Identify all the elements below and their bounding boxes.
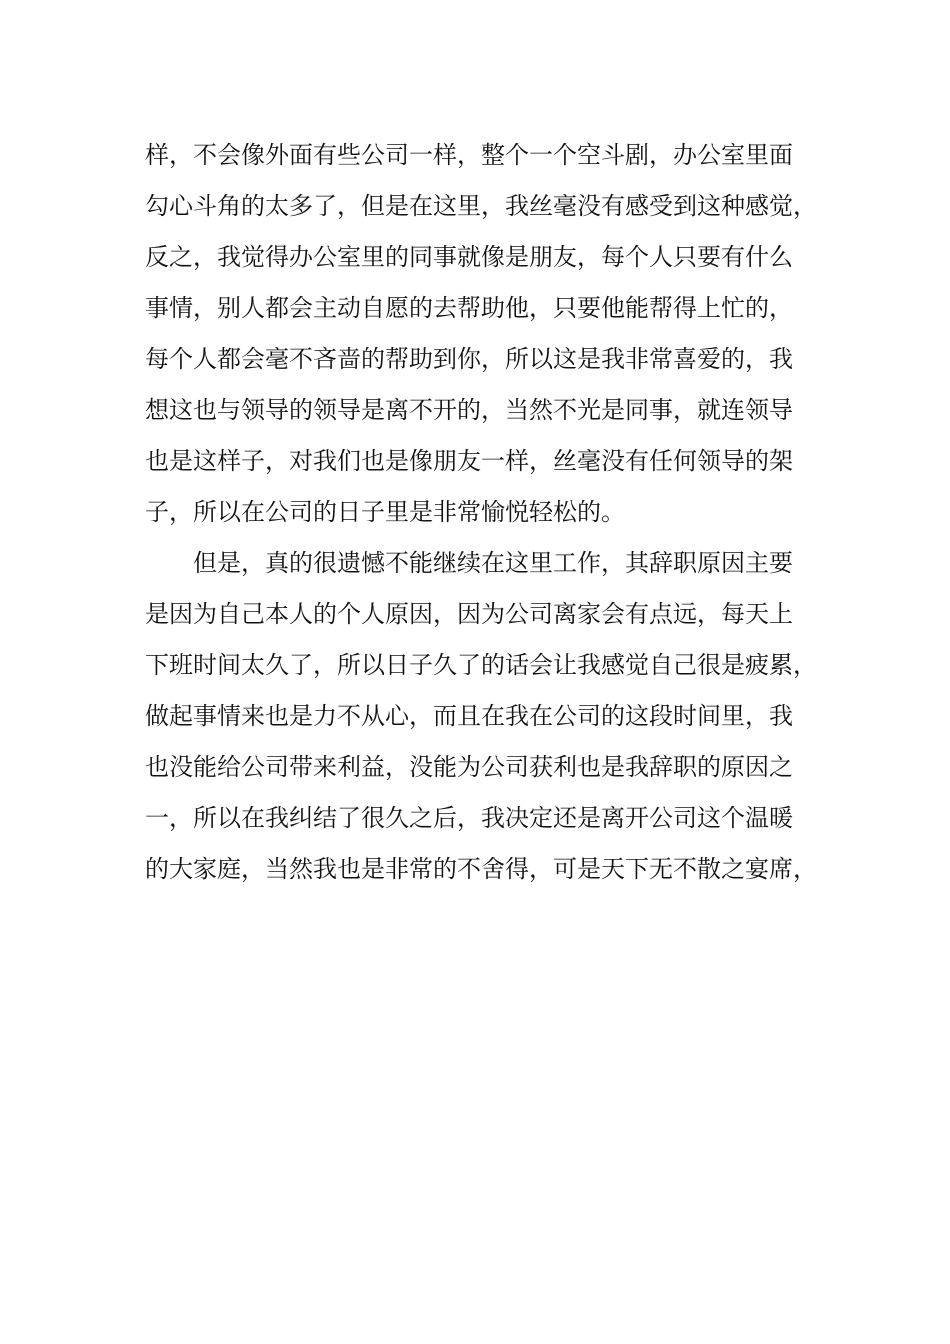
text-line: 也没能给公司带来利益，没能为公司获利也是我辞职的原因之 — [145, 753, 793, 781]
text-line: 做起事情来也是力不从心，而且在我在公司的这段时间里，我 — [145, 702, 793, 730]
text-line: 样，不会像外面有些公司一样，整个一个空斗剧，办公室里面 — [145, 141, 793, 169]
text-line: 下班时间太久了，所以日子久了的话会让我感觉自己很是疲累， — [145, 651, 817, 679]
body-text — [145, 130, 815, 895]
paragraph-start-line: 但是，真的很遗憾不能继续在这里工作，其辞职原因主要 — [193, 549, 793, 577]
text-line: 每个人都会毫不吝啬的帮助到你，所以这是我非常喜爱的，我 — [145, 345, 793, 373]
text-line: 想这也与领导的领导是离不开的，当然不光是同事，就连领导 — [145, 396, 793, 424]
text-line: 勾心斗角的太多了，但是在这里，我丝毫没有感受到这种感觉， — [145, 192, 817, 220]
text-line: 是因为自己本人的个人原因，因为公司离家会有点远，每天上 — [145, 600, 793, 628]
text-line: 的大家庭，当然我也是非常的不舍得，可是天下无不散之宴席， — [145, 855, 817, 883]
text-line: 事情，别人都会主动自愿的去帮助他，只要他能帮得上忙的， — [145, 294, 793, 322]
text-line: 也是这样子，对我们也是像朋友一样，丝毫没有任何领导的架 — [145, 447, 793, 475]
text-line: 子，所以在公司的日子里是非常愉悦轻松的。 — [145, 498, 625, 526]
text-line: 一，所以在我纠结了很久之后，我决定还是离开公司这个温暖 — [145, 804, 793, 832]
text-line: 反之，我觉得办公室里的同事就像是朋友，每个人只要有什么 — [145, 243, 793, 271]
